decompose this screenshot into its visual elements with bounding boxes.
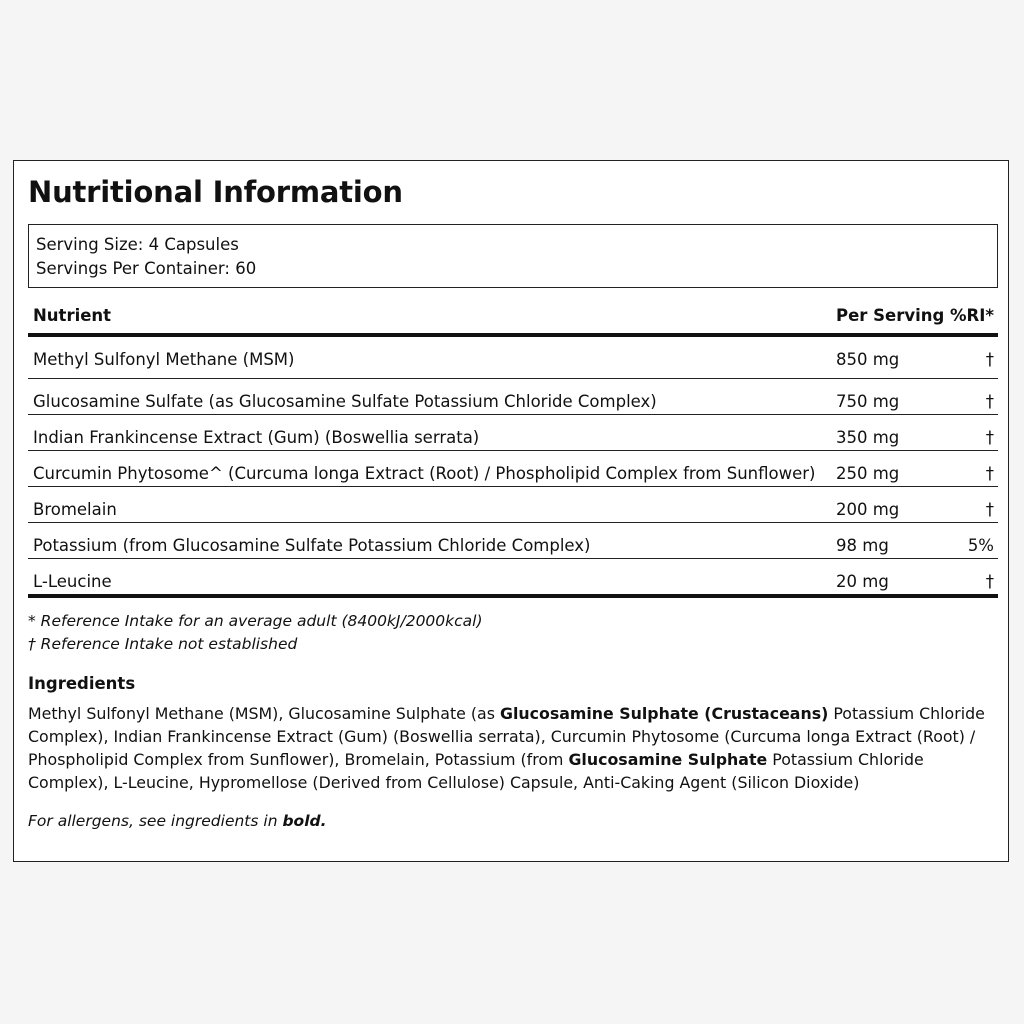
nutrition-panel — [13, 160, 1009, 862]
ingredients-heading: Ingredients — [28, 674, 136, 693]
header-ri: %RI* — [949, 306, 994, 325]
nutrient-amount: 750 mg — [836, 392, 900, 411]
nutrient-ri: † — [985, 500, 994, 519]
ingredients-allergen: Glucosamine Sulphate — [568, 750, 768, 769]
nutrient-amount: 200 mg — [836, 500, 900, 519]
nutrient-name: L-Leucine — [33, 572, 112, 591]
table-row — [28, 559, 998, 598]
footnote-reference-intake: * Reference Intake for an average adult (8400kJ/2000kcal) — [28, 612, 483, 630]
page-title: Nutritional Information — [28, 175, 403, 209]
nutrient-name: Potassium (from Glucosamine Sulfate Potassium Chloride Complex) — [33, 536, 591, 555]
footnote-not-established: † Reference Intake not established — [28, 635, 298, 653]
header-per-serving: Per Serving — [836, 306, 945, 325]
nutrient-ri: 5% — [967, 536, 994, 555]
nutrient-table — [28, 301, 998, 598]
serving-size: Serving Size: 4 Capsules — [36, 235, 239, 254]
allergen-note-prefix: For allergens, see ingredients in — [28, 812, 283, 830]
ingredients-allergen: Glucosamine Sulphate (Crustaceans) — [500, 704, 829, 723]
table-row — [28, 415, 998, 451]
nutrient-ri: † — [985, 464, 994, 483]
nutrient-name: Bromelain — [33, 500, 117, 519]
nutrient-table-header — [28, 301, 998, 337]
nutrient-name: Curcumin Phytosome^ (Curcuma longa Extract (Root) / Phospholipid Complex from Sunflower) — [33, 464, 816, 483]
ingredients-text — [28, 702, 1003, 794]
table-row — [28, 337, 998, 379]
table-row — [28, 451, 998, 487]
nutrient-ri: † — [985, 392, 994, 411]
nutrient-amount: 98 mg — [836, 536, 889, 555]
table-row — [28, 487, 998, 523]
ingredients-part: Methyl Sulfonyl Methane (MSM), Glucosamine Sulphate (as — [28, 704, 500, 723]
allergen-note — [28, 812, 327, 830]
nutrient-amount: 250 mg — [836, 464, 900, 483]
nutrient-name: Glucosamine Sulfate (as Glucosamine Sulfate Potassium Chloride Complex) — [33, 392, 657, 411]
ingredients-part: Potassium Chloride Complex), Indian Frankincense Extract (Gum) (Boswellia serrata), Curcumin Phytosome (Curcuma longa Extract (Root) / Phospholipid Complex from Sunflower), Bromelain, Potassium (from — [28, 704, 985, 769]
serving-info-box — [28, 224, 998, 288]
table-row — [28, 379, 998, 415]
nutrient-amount: 350 mg — [836, 428, 900, 447]
servings-per-container: Servings Per Container: 60 — [36, 259, 257, 278]
footnotes — [28, 610, 483, 656]
table-row — [28, 523, 998, 559]
allergen-note-bold: bold. — [282, 812, 327, 830]
nutrient-ri: † — [985, 572, 994, 591]
nutrient-ri: † — [985, 350, 994, 369]
ingredients-part: Potassium Chloride Complex), L-Leucine, Hypromellose (Derived from Cellulose) Capsule, Anti-Caking Agent (Silicon Dioxide) — [28, 750, 924, 792]
nutrient-name: Indian Frankincense Extract (Gum) (Boswellia serrata) — [33, 428, 480, 447]
header-nutrient: Nutrient — [33, 306, 112, 325]
nutrient-name: Methyl Sulfonyl Methane (MSM) — [33, 350, 295, 369]
nutrient-ri: † — [985, 428, 994, 447]
nutrient-amount: 20 mg — [836, 572, 889, 591]
nutrient-amount: 850 mg — [836, 350, 900, 369]
